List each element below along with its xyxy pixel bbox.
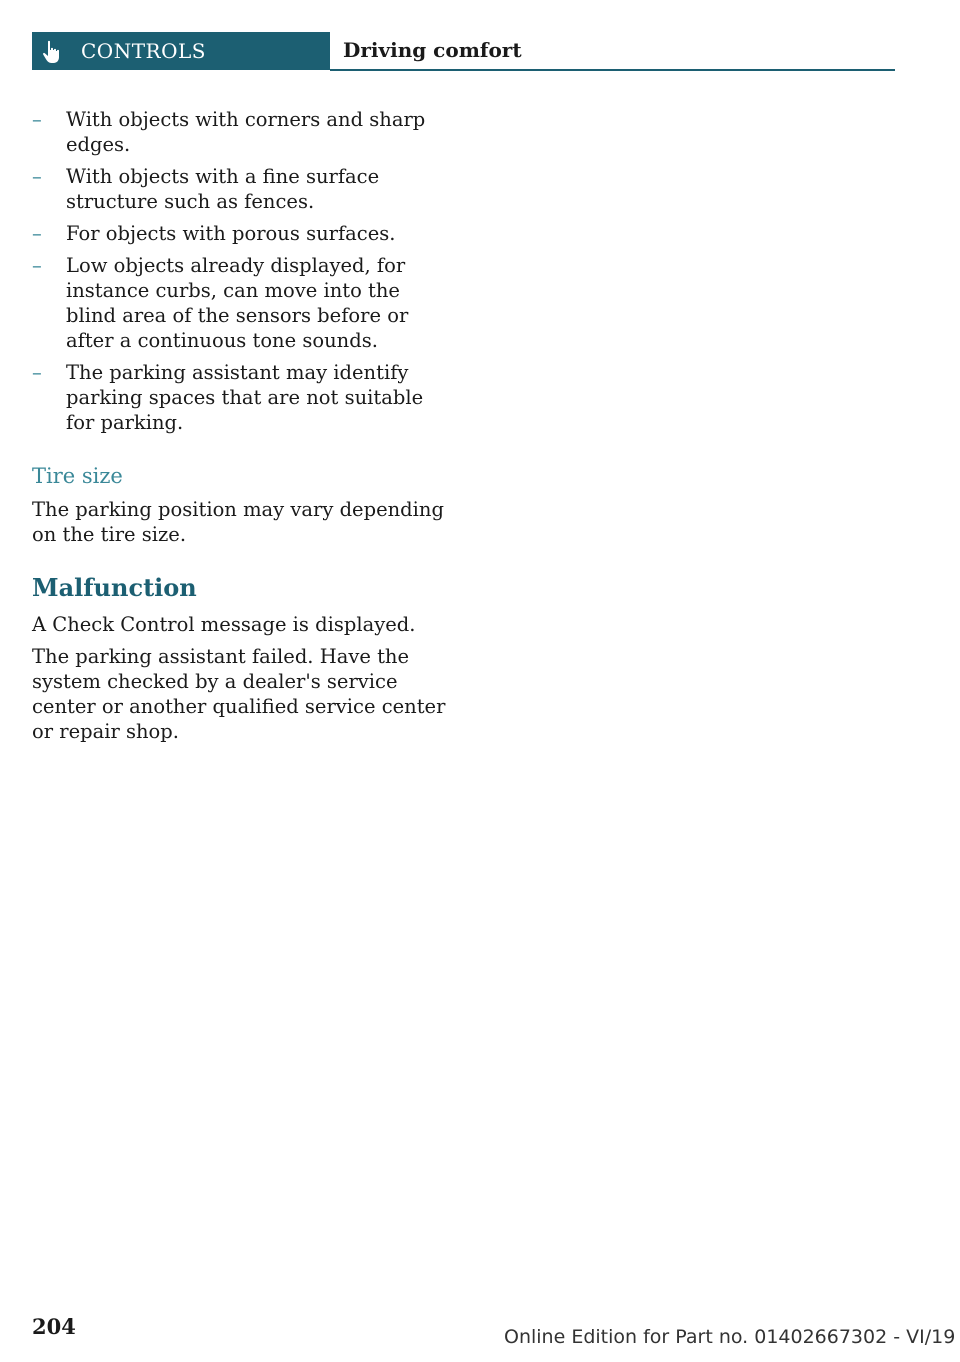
edition-note: Online Edition for Part no. 01402667302 - VI/19 <box>504 1326 956 1348</box>
list-item-text: Low objects already displayed, for instance curbs, can move into the blind area of the sensors before or after a continuous tone sounds. <box>66 254 409 352</box>
tire-size-heading: Tire size <box>32 464 123 488</box>
dash-marker: – <box>32 361 42 384</box>
page-header <box>32 32 895 71</box>
chapter-title: Driving comfort <box>343 38 522 62</box>
hand-pointer-icon <box>41 40 63 64</box>
list-item-text: With objects with a fine surface structure such as fences. <box>66 165 380 213</box>
limitations-list <box>32 107 452 435</box>
dash-marker: – <box>32 254 42 277</box>
page-number: 204 <box>32 1314 76 1339</box>
main-column <box>32 107 452 751</box>
dash-marker: – <box>32 165 42 188</box>
malfunction-service-text: The parking assistant failed. Have the system checked by a dealer's service center or another qualified service center or repair shop. <box>32 645 446 743</box>
dash-marker: – <box>32 222 42 245</box>
list-item-text: The parking assistant may identify parking spaces that are not suitable for parking. <box>66 361 424 434</box>
malfunction-heading: Malfunction <box>32 573 197 602</box>
list-item <box>32 253 452 353</box>
list-item <box>32 164 452 214</box>
header-divider <box>330 69 895 71</box>
list-item-text: With objects with corners and sharp edges. <box>66 108 426 156</box>
tire-size-text: The parking position may vary depending on the tire size. <box>32 498 444 546</box>
list-item <box>32 221 452 246</box>
list-item <box>32 360 452 435</box>
list-item <box>32 107 452 157</box>
section-label: CONTROLS <box>81 39 206 63</box>
dash-marker: – <box>32 108 42 131</box>
malfunction-message-text: A Check Control message is displayed. <box>32 613 416 636</box>
section-tab <box>32 32 330 70</box>
list-item-text: For objects with porous surfaces. <box>66 222 396 245</box>
